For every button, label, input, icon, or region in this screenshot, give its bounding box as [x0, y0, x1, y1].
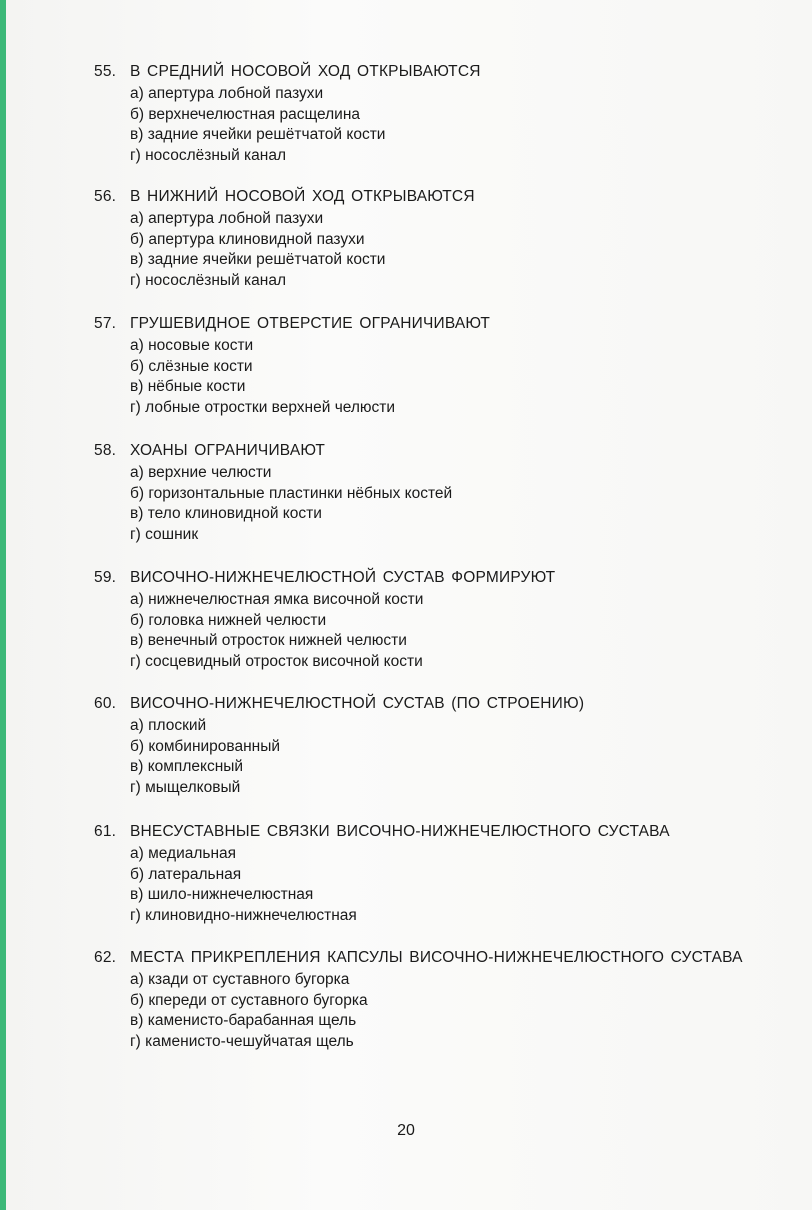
answer-option: г) сосцевидный отросток височной кости: [130, 653, 423, 671]
question-55: [94, 62, 774, 167]
answer-option: б) верхнечелюстная расщелина: [130, 105, 361, 123]
answer-option: в) задние ячейки решётчатой кости: [130, 126, 386, 144]
question-56: [94, 187, 774, 292]
answer-option: г) мыщелковый: [130, 779, 241, 797]
answer-option: б) комбинированный: [130, 737, 280, 755]
question-text: В СРЕДНИЙ НОСОВОЙ ХОД ОТКРЫВАЮТСЯ: [130, 63, 481, 80]
question-text: ВИСОЧНО-НИЖНЕЧЕЛЮСТНОЙ СУСТАВ ФОРМИРУЮТ: [130, 569, 556, 586]
question-60: [94, 694, 774, 799]
answer-option: г) носослёзный канал: [130, 272, 286, 290]
question-number: 58.: [94, 442, 117, 459]
question-text: ХОАНЫ ОГРАНИЧИВАЮТ: [130, 442, 326, 459]
question-number: 57.: [94, 315, 117, 332]
question-text: В НИЖНИЙ НОСОВОЙ ХОД ОТКРЫВАЮТСЯ: [130, 188, 475, 205]
question-number: 62.: [94, 949, 117, 966]
answer-option: б) апертура клиновидной пазухи: [130, 230, 365, 248]
question-58: [94, 441, 774, 546]
answer-option: в) нёбные кости: [130, 378, 246, 396]
question-61: [94, 822, 774, 927]
answer-option: а) нижнечелюстная ямка височной кости: [130, 591, 424, 608]
answer-option: б) кпереди от суставного бугорка: [130, 991, 368, 1009]
answer-option: г) носослёзный канал: [130, 147, 286, 165]
page-number: 20: [397, 1122, 415, 1139]
question-text: ВИСОЧНО-НИЖНЕЧЕЛЮСТНОЙ СУСТАВ (ПО СТРОЕНИЮ): [130, 695, 585, 712]
answer-option: б) головка нижней челюсти: [130, 611, 327, 629]
answer-option: в) тело клиновидной кости: [130, 505, 322, 523]
question-number: 60.: [94, 695, 117, 712]
answer-option: б) горизонтальные пластинки нёбных костей: [130, 484, 453, 502]
answer-option: в) комплексный: [130, 758, 244, 776]
question-text: МЕСТА ПРИКРЕПЛЕНИЯ КАПСУЛЫ ВИСОЧНО-НИЖНЕЧЕЛЮСТНОГО СУСТАВА: [130, 949, 743, 966]
answer-option: а) кзади от суставного бугорка: [130, 971, 350, 988]
answer-option: г) сошник: [130, 526, 199, 544]
answer-option: г) каменисто-чешуйчатая щель: [130, 1033, 354, 1051]
answer-option: г) лобные отростки верхней челюсти: [130, 399, 396, 417]
question-number: 55.: [94, 63, 117, 80]
question-text: ВНЕСУСТАВНЫЕ СВЯЗКИ ВИСОЧНО-НИЖНЕЧЕЛЮСТНОГО СУСТАВА: [130, 823, 670, 840]
page-edge-stripe: [0, 0, 6, 1210]
question-57: [94, 314, 774, 419]
answer-option: а) апертура лобной пазухи: [130, 85, 324, 102]
answer-option: а) апертура лобной пазухи: [130, 210, 324, 227]
answer-option: в) венечный отросток нижней челюсти: [130, 632, 407, 650]
answer-option: б) слёзные кости: [130, 357, 253, 375]
question-number: 61.: [94, 823, 117, 840]
question-59: [94, 568, 774, 673]
question-number: 56.: [94, 188, 117, 205]
question-number: 59.: [94, 569, 117, 586]
answer-option: в) каменисто-барабанная щель: [130, 1012, 357, 1030]
answer-option: а) медиальная: [130, 845, 237, 862]
answer-option: а) носовые кости: [130, 337, 254, 354]
answer-option: б) латеральная: [130, 865, 242, 883]
answer-option: в) задние ячейки решётчатой кости: [130, 251, 386, 269]
answer-option: г) клиновидно-нижнечелюстная: [130, 907, 357, 925]
answer-option: а) верхние челюсти: [130, 464, 272, 481]
answer-option: в) шило-нижнечелюстная: [130, 886, 314, 904]
answer-option: а) плоский: [130, 717, 207, 734]
question-text: ГРУШЕВИДНОЕ ОТВЕРСТИЕ ОГРАНИЧИВАЮТ: [130, 315, 491, 332]
question-62: [94, 948, 774, 1053]
